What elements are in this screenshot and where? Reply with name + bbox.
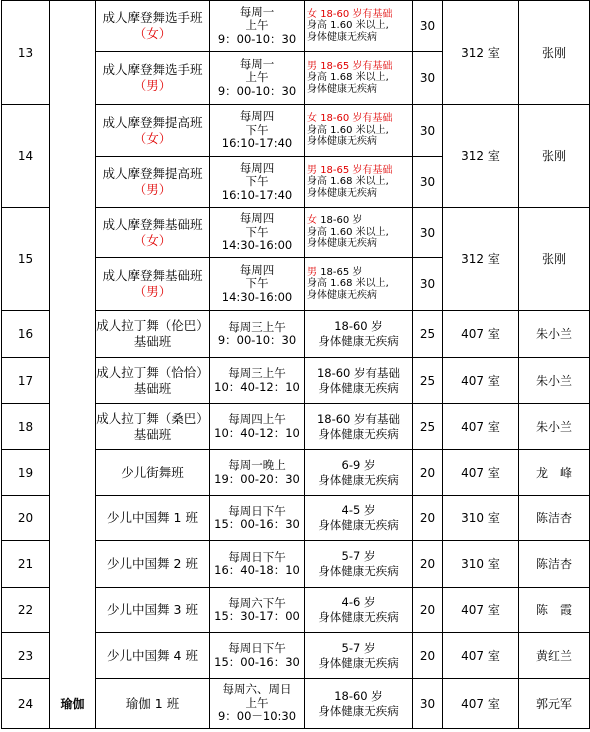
teacher-name: 朱小兰 [519, 404, 590, 450]
enrollment-count: 20 [413, 450, 443, 496]
requirements: 男 18-65 岁 身高 1.68 米以上, 身体健康无疾病 [305, 258, 413, 311]
classroom: 310 室 [443, 496, 519, 541]
enrollment-count: 25 [413, 311, 443, 358]
enrollment-count: 30 [413, 157, 443, 208]
class-time: 每周四 下午 14:30-16:00 [210, 258, 305, 311]
course-name: 少儿中国舞 2 班 [96, 541, 210, 588]
class-time: 每周四 下午 14:30-16:00 [210, 208, 305, 258]
enrollment-count: 30 [413, 208, 443, 258]
classroom: 312 室 [443, 208, 519, 311]
class-time: 每周日下午 15：00-16：30 [210, 496, 305, 541]
course-name: 成人摩登舞选手班 （女） [96, 1, 210, 52]
classroom: 407 室 [443, 404, 519, 450]
course-name: 少儿中国舞 3 班 [96, 588, 210, 633]
teacher-name: 陈洁杏 [519, 541, 590, 588]
requirements: 4-5 岁 身体健康无疾病 [305, 496, 413, 541]
course-name: 成人拉丁舞（恰恰） 基础班 [96, 358, 210, 404]
classroom: 312 室 [443, 105, 519, 208]
course-name: 成人摩登舞提高班 （女） [96, 105, 210, 157]
requirements: 男 18-65 岁有基础 身高 1.68 米以上, 身体健康无疾病 [305, 157, 413, 208]
course-name: 成人拉丁舞（桑巴） 基础班 [96, 404, 210, 450]
course-name: 成人摩登舞基础班 （女） [96, 208, 210, 258]
requirements: 女 18-60 岁有基础 身高 1.60 米以上, 身体健康无疾病 [305, 1, 413, 52]
enrollment-count: 20 [413, 588, 443, 633]
enrollment-count: 30 [413, 1, 443, 52]
class-time: 每周四 下午 16:10-17:40 [210, 157, 305, 208]
requirements: 女 18-60 岁 身高 1.60 米以上, 身体健康无疾病 [305, 208, 413, 258]
teacher-name: 陈 霞 [519, 588, 590, 633]
requirements: 5-7 岁 身体健康无疾病 [305, 633, 413, 679]
classroom: 407 室 [443, 588, 519, 633]
row-number: 22 [2, 588, 50, 633]
category-label: 瑜伽 [60, 697, 85, 711]
course-schedule-table [1, 0, 590, 729]
course-name: 成人摩登舞提高班 （男） [96, 157, 210, 208]
class-time: 每周日下午 16：40-18：10 [210, 541, 305, 588]
enrollment-count: 30 [413, 679, 443, 729]
teacher-name: 张刚 [519, 1, 590, 105]
table-row [2, 1, 590, 52]
course-name: 少儿街舞班 [96, 450, 210, 496]
row-number: 13 [2, 1, 50, 105]
enrollment-count: 25 [413, 358, 443, 404]
requirements: 6-9 岁 身体健康无疾病 [305, 450, 413, 496]
class-time: 每周四 下午 16:10-17:40 [210, 105, 305, 157]
classroom: 407 室 [443, 450, 519, 496]
row-number: 15 [2, 208, 50, 311]
row-number: 17 [2, 358, 50, 404]
teacher-name: 陈洁杏 [519, 496, 590, 541]
teacher-name: 朱小兰 [519, 311, 590, 358]
class-time: 每周日下午 15：00-16：30 [210, 633, 305, 679]
requirements: 18-60 岁 身体健康无疾病 [305, 679, 413, 729]
classroom: 407 室 [443, 358, 519, 404]
row-number: 21 [2, 541, 50, 588]
requirements: 4-6 岁 身体健康无疾病 [305, 588, 413, 633]
class-time: 每周一 上午 9：00-10：30 [210, 52, 305, 105]
course-name: 成人摩登舞选手班 （男） [96, 52, 210, 105]
class-time: 每周一 上午 9：00-10：30 [210, 1, 305, 52]
row-number: 16 [2, 311, 50, 358]
teacher-name: 张刚 [519, 208, 590, 311]
enrollment-count: 30 [413, 258, 443, 311]
requirements: 18-60 岁 身体健康无疾病 [305, 311, 413, 358]
course-name: 成人拉丁舞（伦巴） 基础班 [96, 311, 210, 358]
class-time: 每周一晚上 19：00-20：30 [210, 450, 305, 496]
enrollment-count: 30 [413, 52, 443, 105]
teacher-name: 朱小兰 [519, 358, 590, 404]
class-time: 每周三上午 10：40-12：10 [210, 358, 305, 404]
requirements: 男 18-65 岁有基础 身高 1.68 米以上, 身体健康无疾病 [305, 52, 413, 105]
classroom: 407 室 [443, 679, 519, 729]
enrollment-count: 25 [413, 404, 443, 450]
class-time: 每周六、周日 上午 9：00－10:30 [210, 679, 305, 729]
enrollment-count: 20 [413, 496, 443, 541]
course-name: 少儿中国舞 1 班 [96, 496, 210, 541]
row-number: 14 [2, 105, 50, 208]
requirements: 5-7 岁 身体健康无疾病 [305, 541, 413, 588]
teacher-name: 龙 峰 [519, 450, 590, 496]
enrollment-count: 20 [413, 541, 443, 588]
requirements: 女 18-60 岁有基础 身高 1.60 米以上, 身体健康无疾病 [305, 105, 413, 157]
classroom: 312 室 [443, 1, 519, 105]
requirements: 18-60 岁有基础 身体健康无疾病 [305, 358, 413, 404]
requirements: 18-60 岁有基础 身体健康无疾病 [305, 404, 413, 450]
course-name: 少儿中国舞 4 班 [96, 633, 210, 679]
course-name: 瑜伽 1 班 [96, 679, 210, 729]
row-number: 24 [2, 679, 50, 729]
class-time: 每周四上午 10：40-12：10 [210, 404, 305, 450]
class-time: 每周三上午 9：00-10：30 [210, 311, 305, 358]
classroom: 310 室 [443, 541, 519, 588]
teacher-name: 黄红兰 [519, 633, 590, 679]
enrollment-count: 20 [413, 633, 443, 679]
row-number: 20 [2, 496, 50, 541]
teacher-name: 郭元军 [519, 679, 590, 729]
category-cell [50, 1, 96, 729]
row-number: 18 [2, 404, 50, 450]
classroom: 407 室 [443, 311, 519, 358]
teacher-name: 张刚 [519, 105, 590, 208]
class-time: 每周六下午 15：30-17：00 [210, 588, 305, 633]
row-number: 23 [2, 633, 50, 679]
course-name: 成人摩登舞基础班 （男） [96, 258, 210, 311]
enrollment-count: 30 [413, 105, 443, 157]
row-number: 19 [2, 450, 50, 496]
classroom: 407 室 [443, 633, 519, 679]
